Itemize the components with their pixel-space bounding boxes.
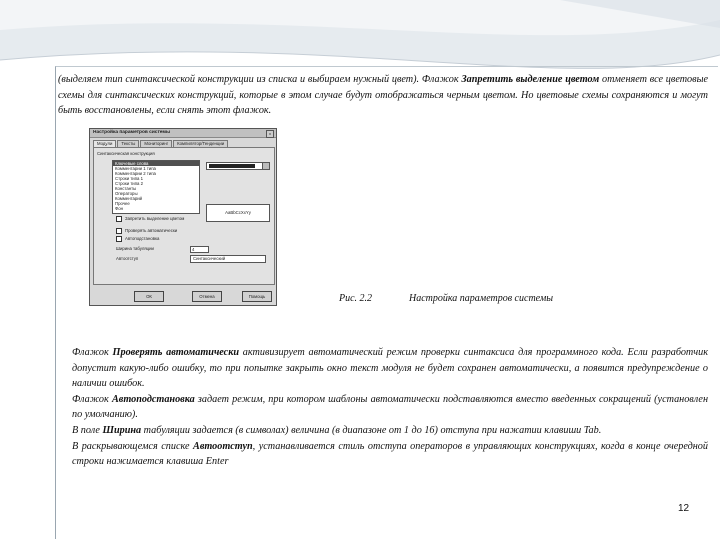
page-number: 12 [678,503,690,514]
intro-text-2: отменяет все цветовые схемы для синтаксических конструкций, которые в этом случае будут отображаться черным цветом. Но цветовые схемы сохраняются и могут быть восстановлены, если снять этот флажок. [58,74,708,117]
syntax-list-label: Синтаксическая конструкция [97,151,155,156]
color-select [206,162,270,170]
list-item: Операторы [115,191,138,196]
intro-text-1: (выделяем тип синтаксической конструкции из списка и выбираем нужный цвет). Флажок [58,74,462,85]
close-icon: x [266,130,274,138]
cancel-button: Отмена [192,291,222,302]
checkbox-disable-color: Запретить выделение цветом [116,216,184,222]
tab-texts: Тексты [117,140,139,147]
tab-compiler: Компилятор/Тенденции [173,140,228,147]
checkbox-auto-check: Проверять автоматически [116,228,177,234]
list-item: Фон [115,206,124,211]
indent-label: Автоотступ [116,256,139,261]
tab-modules: Модули [93,140,116,147]
color-sample: AaBbCcXxYy [206,204,270,222]
list-item: Комментарии 1 типа [115,166,156,171]
list-item: Комментарий [115,196,143,201]
indent-select: Синтаксический [190,255,266,263]
syntax-list [112,160,200,214]
tab-width-field: 4 [190,246,209,253]
tab-width-label: Ширина табуляции [116,246,154,251]
paragraph-auto-check: Флажок Проверять автоматически активизирует автоматический режим проверки синтаксиса для программного кода. Если разработчик допустит какую-либо ошибку, то при попытке закрыть окно текст модуля не будет сохранен автоматически, а появится предупреждение о наличии ошибок. [72,347,709,390]
chevron-down-icon [262,163,269,169]
paragraph-autocomplete: Флажок Автоподстановка задает режим, при котором шаблоны автоматически подставляются вместо введенных сокращений (установлен по умолчанию). [72,393,709,421]
figure-number: Рис. 2.2 [339,293,373,304]
help-button: Помощь [242,291,272,302]
dialog-title: Настройка параметров системы [90,129,276,138]
intro-paragraph [58,72,708,119]
list-item: Строки типа 2 [115,181,143,186]
list-item: Строки типа 1 [115,176,143,181]
dialog-tabs [93,140,229,147]
settings-dialog-screenshot [89,128,277,306]
figure-caption [339,293,553,304]
intro-flag-name: Запретить выделение цветом [461,74,600,85]
list-item: Константы [115,186,137,191]
checkbox-autocomplete: Автоподстановка [116,236,159,242]
list-item: Прочее [115,201,130,206]
paragraph-auto-indent: В раскрывающемся списке Автоотступ, устанавливается стиль отступа операторов в управляющих конструкциях, когда в конце очередной строки нажимается клавиша Enter [72,440,708,468]
body-paragraphs [58,345,708,470]
ok-button: ОК [134,291,164,302]
tab-monitoring: Мониторинг [140,140,172,147]
list-item: Ключевые слова [113,161,199,166]
dialog-panel [93,147,275,285]
figure-title: Настройка параметров системы [409,293,554,304]
paragraph-tab-width: В поле Ширина табуляции задается (в символах) величина (в диапазоне от 1 до 16) отступа при нажатии клавиши Tab. [72,424,602,436]
list-item: Комментарии 2 типа [115,171,156,176]
